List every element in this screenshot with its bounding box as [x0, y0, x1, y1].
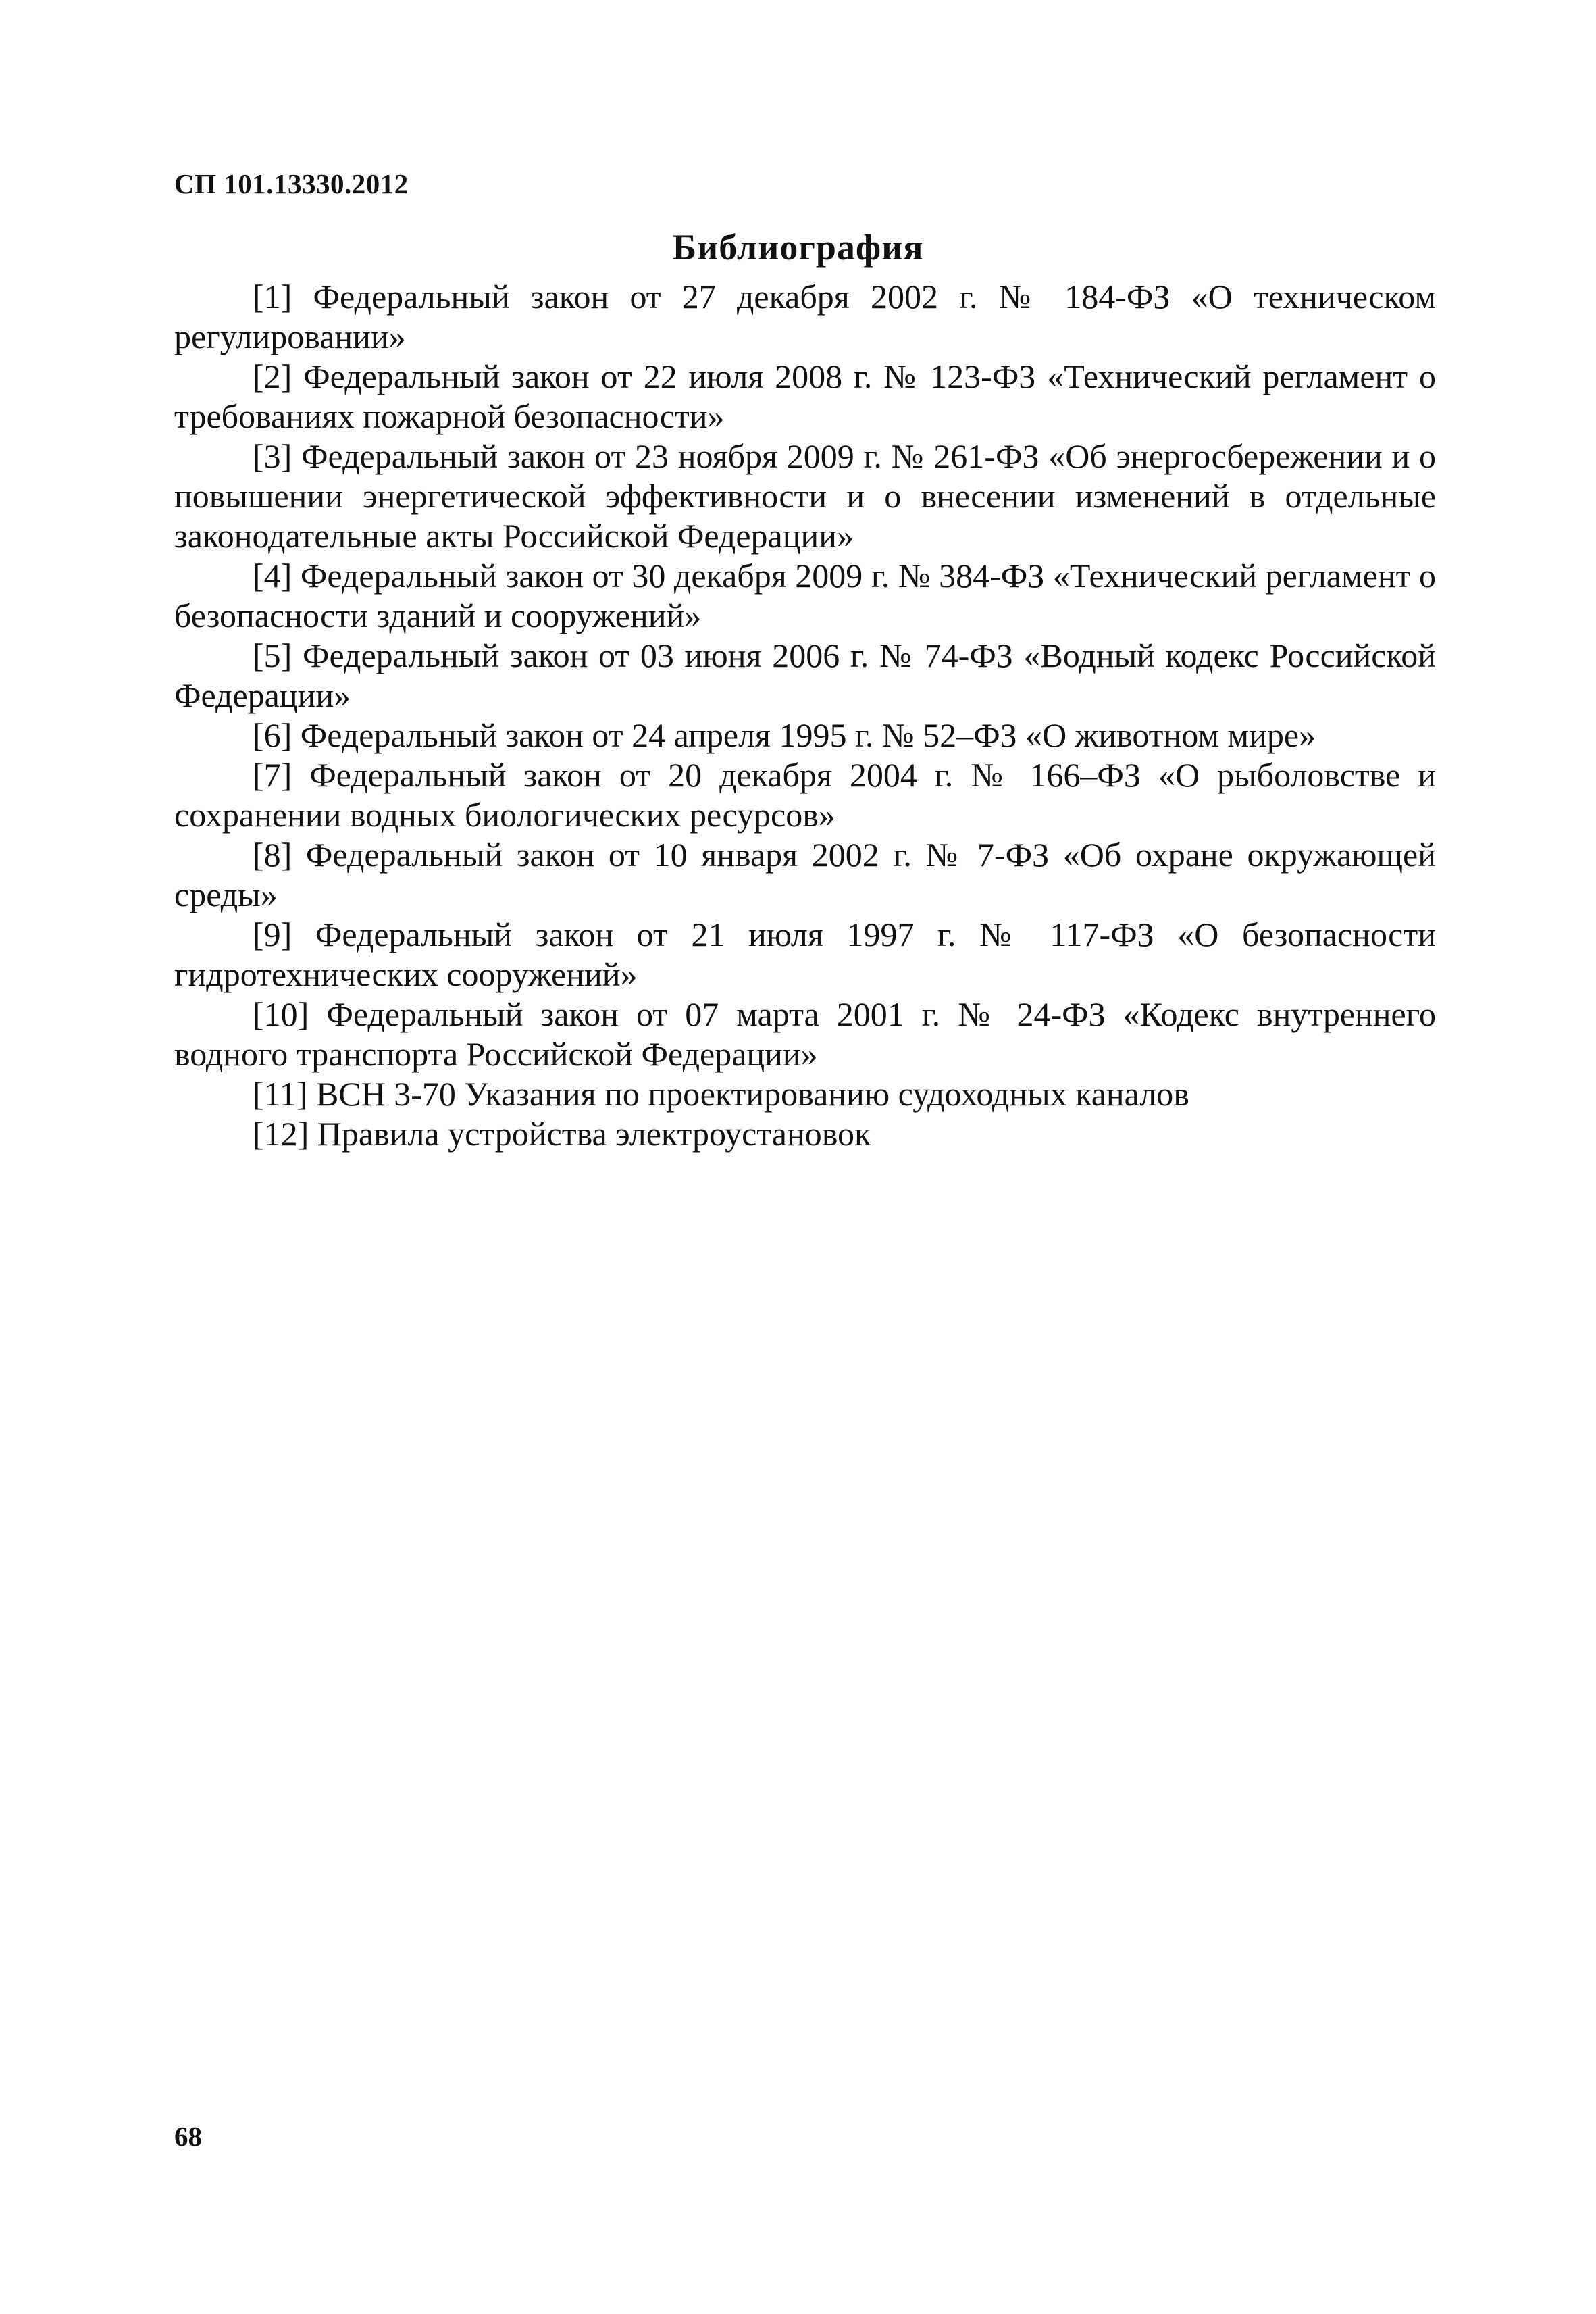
page-number: 68: [174, 2121, 202, 2152]
bibliography-item-6: [6] Федеральный закон от 24 апреля 1995 г. № 52–ФЗ «О животном мире»: [253, 716, 1316, 754]
bibliography-item-12: [12] Правила устройства электроустановок: [253, 1115, 871, 1153]
bibliography-item-2: [2] Федеральный закон от 22 июля 2008 г. № 123-ФЗ «Технический регламент о требованиях пожарной безопасности»: [174, 357, 1436, 435]
bibliography-item-8: [8] Федеральный закон от 10 января 2002 г. № 7-ФЗ «Об охране окружающей среды»: [174, 836, 1436, 913]
document-code: СП 101.13330.2012: [174, 168, 409, 199]
bibliography-item-11: [11] ВСН 3-70 Указания по проектированию судоходных каналов: [253, 1075, 1189, 1113]
bibliography-item-1: [1] Федеральный закон от 27 декабря 2002 г. № 184-ФЗ «О техническом регулировании»: [174, 278, 1436, 355]
bibliography-item-10: [10] Федеральный закон от 07 марта 2001 г. № 24-ФЗ «Кодекс внутреннего водного транспорта Российской Федерации»: [174, 995, 1436, 1073]
bibliography-item-4: [4] Федеральный закон от 30 декабря 2009 г. № 384-ФЗ «Технический регламент о безопасности зданий и сооружений»: [174, 557, 1436, 634]
page-title: Библиография: [672, 227, 924, 268]
bibliography-item-7: [7] Федеральный закон от 20 декабря 2004 г. № 166–ФЗ «О рыболовстве и сохранении водных биологических ресурсов»: [174, 756, 1436, 834]
bibliography-item-5: [5] Федеральный закон от 03 июня 2006 г. № 74-ФЗ «Водный кодекс Российской Федерации»: [174, 636, 1436, 714]
bibliography-item-3: [3] Федеральный закон от 23 ноября 2009 г. № 261-ФЗ «Об энергосбережении и о повышении энергетической эффективности и о внесении изменений в отдельные законодательные акты Российской Федерации»: [174, 437, 1436, 555]
bibliography-list: [174, 277, 1436, 1154]
bibliography-item-9: [9] Федеральный закон от 21 июля 1997 г. № 117-ФЗ «О безопасности гидротехнических сооружений»: [174, 915, 1436, 993]
